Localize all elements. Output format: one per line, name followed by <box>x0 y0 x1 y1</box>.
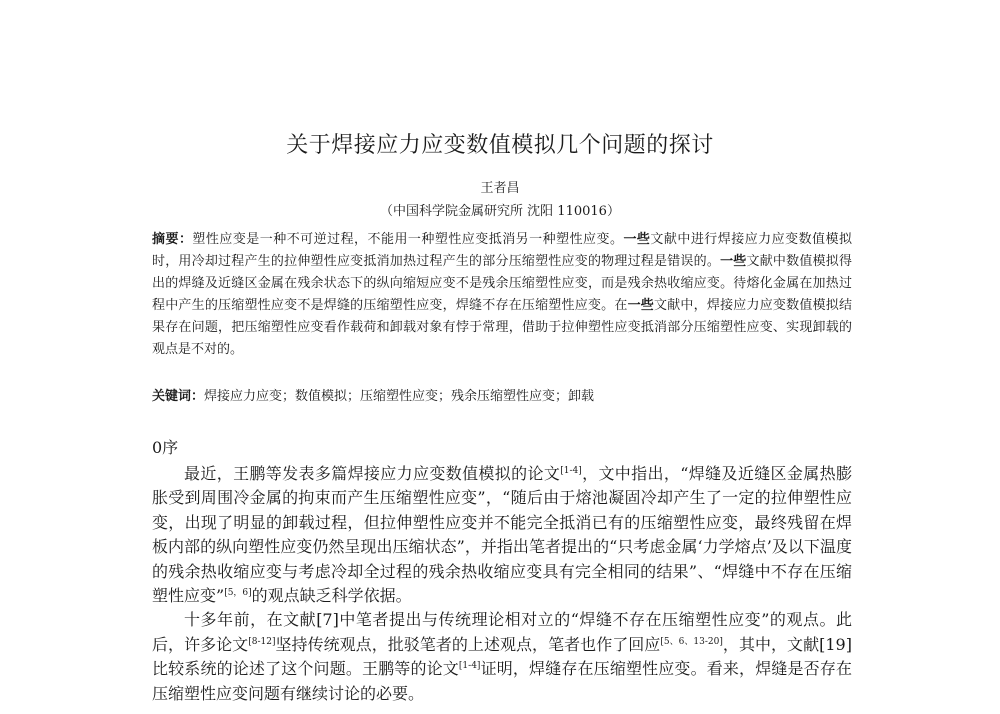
body-paragraph-1 <box>152 462 852 608</box>
body-p1-text-c: 的观点缺乏科学依据。 <box>251 586 412 606</box>
author-affiliation: （中国科学院金属研究所 沈阳 110016） <box>380 204 620 219</box>
body-paragraph-2 <box>152 608 852 706</box>
abstract-text-4: 文献中，焊接应力应变数值模拟结果存在问题，把压缩塑性应变看作载荷和卸载对象有悖于常理，借助于拉伸塑性应变抵消部分压缩塑性应变、实现卸载的观点是不对的。 <box>152 298 852 357</box>
abstract-emphasis-2: 一些 <box>720 254 747 269</box>
citation-superscript: [1-4] <box>560 466 582 476</box>
abstract-emphasis-3: 一些 <box>627 298 655 313</box>
abstract-text-3: 文献中数值模拟得出的焊缝及近缝区金属在残余状态下的纵向缩短应变不是残余压缩塑性应变，而是残余热收缩应变。待熔化金属在加热过程中产生的压缩塑性应变不是焊缝的压缩塑性应变，焊缝不存在压缩塑性应变。在 <box>152 254 852 313</box>
body-p2-text-d: 证明，焊缝存在压缩塑性应变。看来，焊缝是否存在压缩塑性应变问题有继续讨论的必要。 <box>152 659 852 703</box>
keywords-text: 焊接应力应变；数值模拟；压缩塑性应变；残余压缩塑性应变；卸载 <box>204 389 595 404</box>
body-p1-text-b: ，文中指出，“焊缝及近缝区金属热膨胀受到周围冷金属的拘束而产生压缩塑性应变”，“随后由于熔池凝固冷却产生了一定的拉伸塑性应变，出现了明显的卸载过程，但拉伸塑性应变并不能完全抵消已有的压缩塑性应变，最终残留在焊板内部的纵向塑性应变仍然呈现出压缩状态”，并指出笔者提出的“只考虑金属‘力学熔点’及以下温度的残余热收缩应变与考虑冷却全过程的残余热收缩应变具有完全相同的结果”、“焊缝中不存在压缩塑性应变” <box>152 464 852 606</box>
citation-superscript: [5，6] <box>224 588 252 599</box>
section-heading: 0序 <box>152 438 179 457</box>
body-text <box>152 462 852 706</box>
citation-superscript: [8-12] <box>248 636 276 647</box>
body-p2-text-c: ，其中，文献[19]比较系统的论述了这个问题。王鹏等的论文 <box>152 634 852 679</box>
paper-title: 关于焊接应力应变数值模拟几个问题的探讨 <box>286 133 714 158</box>
body-p2-text-a: 十多年前，在文献[7]中笔者提出与传统理论相对立的“焊缝不存在压缩塑性应变”的观点。此后，许多论文 <box>152 610 852 654</box>
author-name: 王者昌 <box>480 181 520 196</box>
abstract-label: 摘要： <box>152 232 193 247</box>
citation-superscript: [5、6、13-20] <box>660 636 723 647</box>
keywords <box>152 386 852 408</box>
body-p2-text-b: 坚持传统观点，批驳笔者的上述观点，笔者也作了回应 <box>275 634 661 654</box>
abstract-emphasis-1: 一些 <box>623 232 651 247</box>
abstract <box>152 229 852 361</box>
citation-superscript: [1-4] <box>458 661 481 672</box>
body-p1-text-a: 最近，王鹏等发表多篇焊接应力应变数值模拟的论文 <box>184 464 561 483</box>
keywords-label: 关键词： <box>152 389 205 404</box>
abstract-text-1: 塑性应变是一种不可逆过程，不能用一种塑性应变抵消另一种塑性应变。 <box>192 232 624 247</box>
abstract-text-2: 文献中进行焊接应力应变数值模拟时，用冷却过程产生的拉伸塑性应变抵消加热过程产生的部分压缩塑性应变的物理过程是错误的。 <box>152 232 852 269</box>
